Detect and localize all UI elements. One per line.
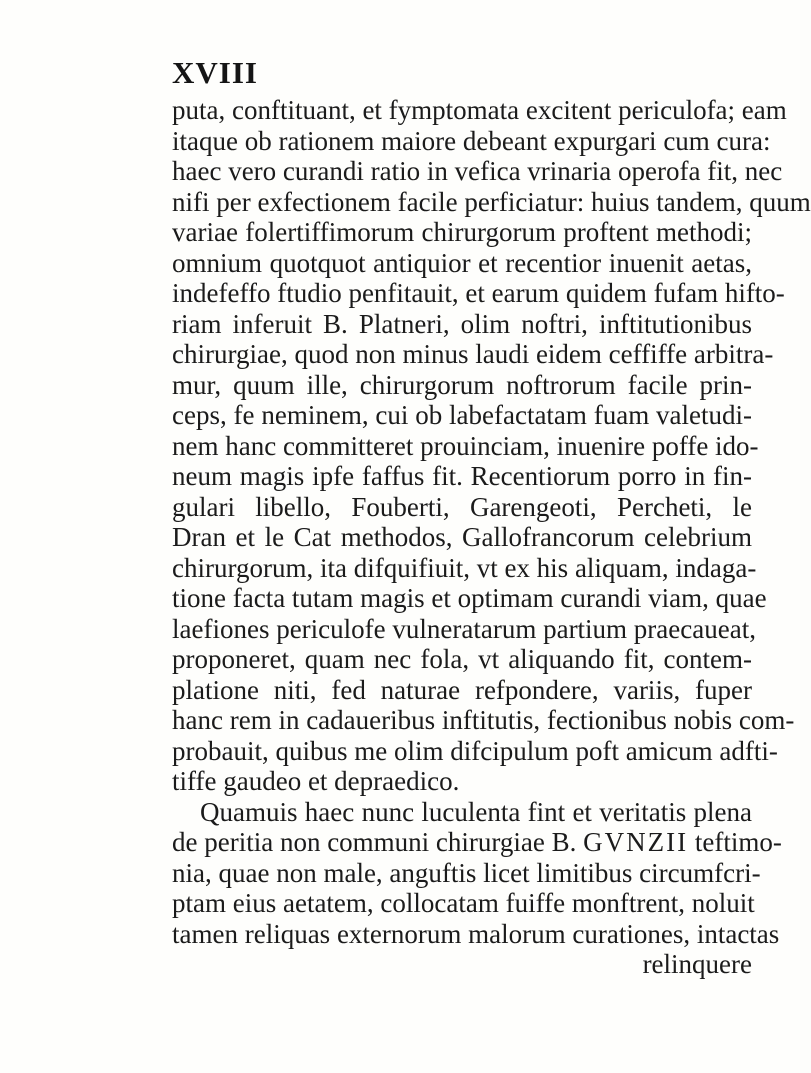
text-segment: de peritia non communi chirurgiae B.: [172, 827, 577, 857]
text-line: indefeffo ftudio penfitauit, et earum quidem fufam hifto-: [172, 278, 785, 308]
text-line: chirurgiae, quod non minus laudi eidem ceffiffe arbitra-: [172, 339, 774, 369]
text-line: mur, quum ille, chirurgorum noftrorum facile prin-: [172, 369, 752, 400]
paragraph-start-line: Quamuis haec nunc luculenta fint et veritatis plena: [200, 796, 752, 827]
text-line: variae folertiffimorum chirurgorum proftent methodi;: [172, 217, 752, 247]
text-line: tiffe gaudeo et depraedico.: [172, 766, 460, 796]
text-line: chirurgorum, ita difquifiuit, vt ex his aliquam, indaga-: [172, 552, 757, 583]
text-line: Dran et le Cat methodos, Gallofrancorum celebrium: [172, 522, 752, 552]
text-line: platione niti, fed naturae refpondere, variis, fuper: [172, 674, 752, 705]
text-line: proponeret, quam nec fola, vt aliquando fit, contem-: [172, 644, 752, 674]
text-line: itaque ob rationem maiore debeant expurgari cum cura:: [172, 125, 771, 156]
text-line: hanc rem in cadaueribus inftitutis, fectionibus nobis com-: [172, 705, 795, 735]
text-line: nem hanc committeret prouinciam, inuenire poffe ido-: [172, 430, 759, 461]
text-line: tamen reliquas externorum malorum curationes, intactas: [172, 918, 780, 949]
text-line: tione facta tutam magis et optimam curandi viam, quae: [172, 583, 767, 613]
text-line: ceps, fe neminem, cui ob labefactatam fuam valetudi-: [172, 400, 752, 430]
catchword: relinquere: [642, 949, 752, 979]
body-text: [172, 95, 811, 980]
text-line: haec vero curandi ratio in vefica vrinaria operofa fit, nec: [172, 156, 783, 186]
author-name: GVNZII: [583, 827, 689, 857]
text-line: nia, quae non male, anguftis licet limitibus circumfcri-: [172, 857, 761, 888]
text-line: laefiones periculofe vulneratarum partium praecaueat,: [172, 613, 756, 644]
text-segment: teftimo-: [694, 827, 782, 857]
text-line: gulari libello, Fouberti, Garengeoti, Percheti, le: [172, 491, 752, 522]
text-line: probauit, quibus me olim difcipulum poft amicum adfti-: [172, 735, 778, 766]
page-number: XVIII: [172, 55, 258, 90]
text-line: omnium quotquot antiquior et recentior inuenit aetas,: [172, 247, 752, 278]
text-line-with-name: [172, 827, 782, 858]
text-line: nifi per exfectionem facile perficiatur: huius tandem, quum: [172, 186, 811, 217]
text-line: riam inferuit B. Platneri, olim noftri, inftitutionibus: [172, 308, 752, 339]
text-line: puta, conftituant, et fymptomata excitent periculofa; eam: [172, 95, 787, 125]
text-line: neum magis ipfe faffus fit. Recentiorum porro in fin-: [172, 461, 752, 491]
text-line: ptam eius aetatem, collocatam fuiffe monftrent, noluit: [172, 888, 755, 918]
